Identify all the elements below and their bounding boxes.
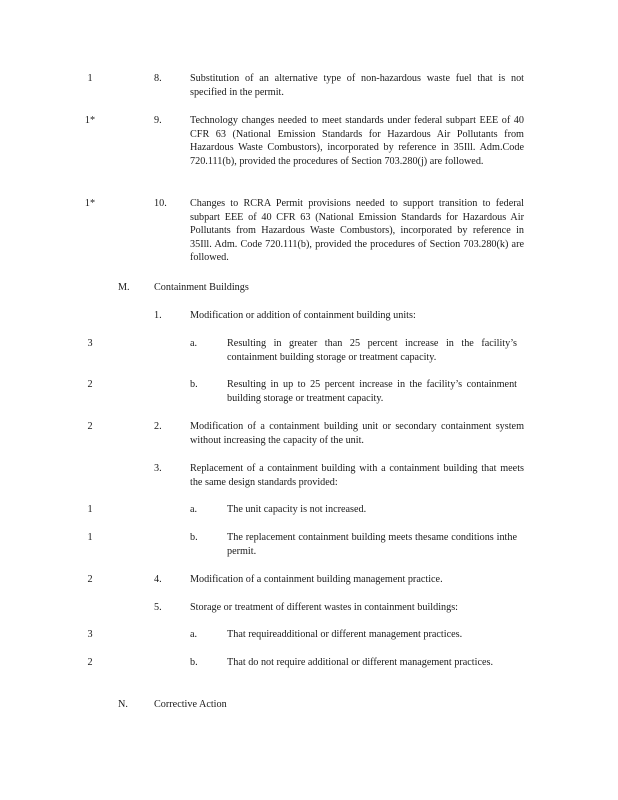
item-text: Resulting in up to 25 percent increase in the facility’s containment building storage or treatment capacity. — [227, 379, 517, 404]
class-label: 1 — [87, 532, 93, 543]
class-label: 3 — [87, 629, 93, 640]
item-number: 2. — [154, 421, 162, 432]
item-text: The replacement containment building meets thesame conditions inthe permit. — [227, 532, 517, 557]
class-label: 1* — [84, 115, 96, 126]
item-number: b. — [190, 657, 198, 668]
item-text: That requireadditional or different management practices. — [227, 629, 463, 640]
item-number: 5. — [154, 602, 162, 613]
item-number: a. — [190, 504, 198, 515]
section-title: Containment Buildings — [154, 282, 249, 293]
item-number: 4. — [154, 574, 162, 585]
item-text: Substitution of an alternative type of non-hazardous waste fuel that is not specified in the permit. — [190, 73, 524, 98]
item-number: 1. — [154, 310, 162, 321]
item-number: a. — [190, 629, 198, 640]
item-text: Changes to RCRA Permit provisions needed to support transition to federal subpart EEE of 40 CFR 63 (National Emission Standards for Hazardous Air Pollutants from Hazardous Waste Combustors), incorporated by reference in 35Ill. Adm. Code 720.111(b), provided the procedures of Section 703.280(k) are followed. — [190, 198, 524, 264]
item-number: 9. — [154, 115, 162, 126]
item-text: Modification or addition of containment building units: — [190, 310, 416, 321]
item-number: b. — [190, 532, 198, 543]
section-letter: M. — [118, 282, 130, 293]
item-text: That do not require additional or different management practices. — [227, 657, 493, 668]
item-number: b. — [190, 379, 198, 390]
item-number: 8. — [154, 73, 162, 84]
class-label: 1* — [84, 198, 96, 209]
item-text: The unit capacity is not increased. — [227, 504, 367, 515]
item-number: 10. — [154, 198, 167, 209]
item-text: Resulting in greater than 25 percent increase in the facility’s containment building storage or treatment capacity. — [227, 338, 517, 363]
item-number: 3. — [154, 463, 162, 474]
section-title: Corrective Action — [154, 699, 227, 710]
class-label: 2 — [87, 657, 93, 668]
item-text: Technology changes needed to meet standards under federal subpart EEE of 40 CFR 63 (National Emission Standards for Hazardous Air Pollutants from Hazardous Waste Combustors), incorporated by reference in 35Ill. Adm.Code 720.111(b), provided the procedures of Section 703.280(j) are followed. — [190, 115, 524, 167]
class-label: 2 — [87, 421, 93, 432]
item-text: Modification of a containment building management practice. — [190, 574, 443, 585]
class-label: 1 — [87, 73, 93, 84]
item-text: Modification of a containment building unit or secondary containment system without increasing the capacity of the unit. — [190, 421, 524, 446]
item-text: Replacement of a containment building with a containment building that meets the same design standards provided: — [190, 463, 524, 488]
class-label: 1 — [87, 504, 93, 515]
class-label: 2 — [87, 574, 93, 585]
section-letter: N. — [118, 699, 128, 710]
class-label: 2 — [87, 379, 93, 390]
class-label: 3 — [87, 338, 93, 349]
item-number: a. — [190, 338, 198, 349]
item-text: Storage or treatment of different wastes in containment buildings: — [190, 602, 459, 613]
